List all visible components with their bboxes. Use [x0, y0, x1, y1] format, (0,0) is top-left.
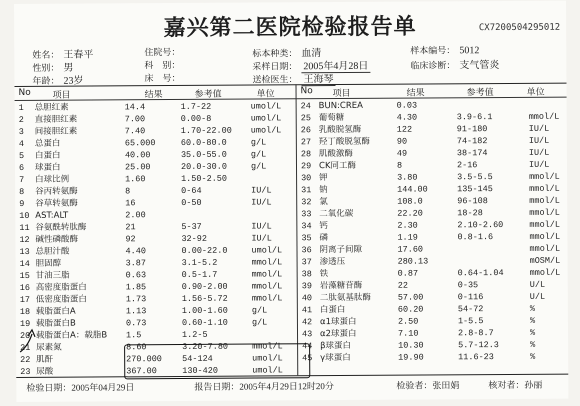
diagnosis-label: 临床诊断： — [410, 61, 456, 72]
cell-ref: 0-35 — [457, 280, 479, 291]
cell-no: 42 — [301, 317, 313, 328]
cell-item: 铁 — [319, 269, 329, 280]
cell-ref: 0-64 — [181, 185, 202, 196]
report-title: 嘉兴第二医院检验报告单 — [163, 13, 417, 42]
cell-unit: % — [530, 351, 536, 362]
cell-unit: mOSM/L — [529, 255, 561, 266]
cell-ref: 91-180 — [456, 124, 488, 135]
cell-item: 高密度脂蛋白 — [35, 282, 87, 293]
cell-item: 阴离子间隙 — [319, 244, 363, 256]
cell-item: 载脂蛋白B — [35, 318, 76, 329]
cell-item: β球蛋白 — [320, 340, 352, 352]
cell-item: 尿酸 — [36, 366, 54, 377]
cell-ref: 2-16 — [456, 160, 478, 171]
bed-field — [144, 71, 184, 84]
cell-no: 11 — [19, 222, 30, 233]
admission-label: 住院号： — [144, 47, 181, 59]
cell-ref: 0-50 — [181, 197, 202, 208]
cell-ref: 0.00-8 — [180, 113, 212, 124]
cell-ref: 96-108 — [457, 196, 488, 207]
cell-result: 280.13 — [397, 256, 429, 267]
name-value: 王春平 — [63, 49, 94, 61]
cell-item: 低密度脂蛋白 — [35, 294, 87, 305]
cell-item: BUN:CREA — [318, 100, 363, 112]
cell-ref: 54-72 — [457, 304, 484, 315]
tester-value: 张田娟 — [432, 380, 460, 391]
cell-result: 40.00 — [124, 150, 151, 161]
cell-result: 3.87 — [125, 258, 147, 269]
handwritten-highlight-box — [124, 343, 313, 379]
cell-unit: umol/L — [252, 365, 283, 376]
cell-ref: 0.64-1.04 — [457, 268, 504, 279]
cell-result: 21 — [125, 222, 136, 233]
cell-unit: mmol/L — [529, 195, 560, 206]
cell-no: 39 — [301, 281, 312, 292]
cell-result: 25.00 — [124, 162, 151, 173]
cell-unit: mmol/L — [529, 171, 560, 182]
col-unit-left: 单位 — [256, 89, 275, 100]
test-date-value: 2005年04月29日 — [71, 382, 135, 393]
cell-item: 肌酸激酶 — [318, 148, 353, 160]
cell-ref: 0.60-1.10 — [181, 317, 228, 328]
test-date-label: 检验日期： — [26, 383, 72, 394]
cell-item: 直接胆红素 — [34, 114, 78, 125]
cell-unit: mmol/L — [251, 293, 283, 304]
cell-no: 18 — [19, 306, 31, 317]
cell-ref: 3.1-5.2 — [181, 257, 218, 268]
cell-result: 65.000 — [124, 138, 156, 149]
cell-ref: 5.7-12.3 — [458, 340, 499, 351]
cell-no: 17 — [19, 294, 31, 305]
collect-date-label: 采样日期： — [252, 62, 298, 73]
handwritten-arrow-icon — [14, 322, 54, 358]
cell-ref: 32-92 — [181, 233, 207, 244]
cell-item: AST:ALT — [35, 210, 69, 221]
cell-item: 胆固醇 — [35, 258, 62, 269]
cell-item: 岩藻糖苷酶 — [319, 280, 363, 292]
cell-ref: 5-37 — [181, 221, 202, 232]
bed-label: 床 号： — [144, 73, 181, 85]
report-date-label: 报告日期： — [194, 382, 240, 393]
cell-item: 尿素氮 — [36, 342, 62, 353]
cell-item: 氯 — [319, 197, 328, 208]
cell-no: 36 — [301, 245, 312, 256]
cell-no: 7 — [19, 174, 25, 185]
checker-label: 核对者： — [488, 380, 525, 392]
col-ref-left: 参考值 — [194, 89, 222, 100]
dept-label: 科 别： — [144, 60, 181, 72]
cell-ref: 18-28 — [457, 208, 483, 219]
cell-no: 35 — [301, 233, 312, 244]
cell-ref: 0.5-1.7 — [181, 269, 218, 280]
cell-unit: mmol/L — [529, 267, 561, 278]
cell-ref: 38-174 — [456, 148, 488, 159]
cell-no: 32 — [301, 197, 312, 208]
cell-ref: 1-5.5 — [457, 316, 484, 327]
cell-result: 2.50 — [397, 316, 419, 327]
cell-result: 90 — [396, 136, 408, 147]
cell-unit: umol/L — [250, 101, 282, 112]
cell-no: 22 — [20, 354, 31, 365]
cell-no: 16 — [19, 282, 30, 293]
specimen-type-label: 标本种类： — [252, 49, 298, 60]
cell-unit: g/L — [250, 149, 267, 160]
cell-no: 40 — [301, 293, 313, 304]
cell-result: 1.19 — [397, 232, 418, 243]
cell-no: 13 — [19, 246, 30, 257]
cell-result: 1.73 — [125, 294, 147, 305]
col-item-left: 项目 — [52, 90, 71, 101]
cell-ref: 135-145 — [457, 184, 493, 195]
cell-ref: 0.90-2.00 — [181, 281, 228, 292]
cell-unit: mmol/L — [528, 111, 560, 122]
report-date-value: 2005年4月29日12时20分 — [239, 381, 334, 392]
cell-result: 8.60 — [126, 342, 147, 353]
age-field — [32, 72, 83, 87]
cell-item: 白蛋白 — [34, 150, 61, 161]
name-label: 姓名： — [32, 50, 60, 61]
cell-unit: mmol/L — [251, 269, 283, 280]
cell-no: 41 — [301, 305, 313, 316]
cell-unit: g/L — [251, 305, 268, 316]
sex-value: 男 — [63, 62, 74, 74]
tester-label: 检验者： — [396, 381, 433, 392]
cell-unit: umol/L — [250, 113, 282, 124]
cell-ref: 1.50-2.50 — [181, 173, 228, 184]
cell-item: CK同工酶 — [318, 160, 357, 172]
cell-result: 122 — [396, 124, 413, 135]
cell-item: 碱性磷酸酶 — [35, 234, 78, 245]
cell-result: 0.03 — [396, 100, 418, 111]
cell-no: 43 — [301, 329, 313, 340]
cell-ref: 11.6-23 — [458, 352, 494, 363]
cell-no: 9 — [19, 198, 25, 209]
cell-result: 8 — [396, 160, 403, 171]
specimen-no-field — [410, 43, 479, 56]
cell-unit: IU/L — [251, 185, 272, 196]
cell-result: 1.5 — [125, 330, 142, 341]
cell-unit: mmol/L — [529, 219, 560, 230]
cell-no: 27 — [300, 137, 312, 148]
diagnosis-value: 支气管炎 — [459, 60, 500, 72]
cell-item: 球蛋白 — [34, 162, 61, 173]
cell-item: α2球蛋白 — [319, 328, 357, 340]
cell-no: 8 — [19, 186, 25, 197]
cell-no: 26 — [300, 125, 312, 136]
cell-unit: g/L — [250, 161, 267, 172]
cell-no: 37 — [301, 257, 312, 268]
cell-result: 7.40 — [124, 126, 146, 137]
col-unit-right: 单位 — [526, 87, 545, 98]
cell-no: 28 — [300, 149, 312, 160]
cell-result: 3.80 — [397, 172, 418, 183]
cell-item: 谷丙转氨酶 — [35, 186, 78, 197]
col-ref-right: 参考值 — [466, 88, 494, 99]
cell-result: 14.4 — [124, 102, 146, 113]
cell-ref: 1.56-5.72 — [181, 293, 228, 304]
cell-ref: 3.5-5.5 — [457, 172, 493, 183]
cell-no: 2 — [18, 114, 24, 125]
cell-no: 33 — [301, 209, 312, 220]
cell-item: 二氧化碳 — [319, 208, 354, 220]
cell-no: 25 — [300, 113, 311, 124]
cell-no: 24 — [300, 101, 311, 112]
cell-ref: 74-182 — [456, 136, 488, 147]
cell-item: 钾 — [319, 173, 328, 184]
cell-no: 20 — [19, 330, 31, 341]
cell-item: 载脂蛋白A：载脂B — [35, 330, 108, 341]
cell-result: 49 — [396, 148, 408, 159]
cell-item: 羟丁酸脱氢酶 — [318, 136, 370, 148]
cell-unit: mmol/L — [529, 183, 560, 194]
cell-ref: 1.00-1.60 — [181, 305, 228, 316]
cell-item: α1球蛋白 — [319, 316, 357, 328]
cell-unit: % — [529, 327, 536, 338]
cell-no: 23 — [20, 366, 31, 377]
cell-result: 60.20 — [397, 304, 424, 315]
cell-unit: mmol/L — [251, 257, 283, 268]
cell-item: 总胆汁酸 — [35, 246, 70, 257]
admission-field — [144, 45, 184, 58]
cell-ref: 130-420 — [182, 365, 218, 376]
cell-item: 总胆红素 — [34, 102, 69, 113]
cell-unit: g/L — [251, 317, 268, 328]
cell-unit: mmol/L — [252, 341, 283, 352]
cell-result: 0.63 — [125, 270, 147, 281]
cell-item: 谷草转氨酶 — [35, 198, 78, 209]
cell-result: 0.73 — [125, 318, 147, 329]
cell-result: 270.000 — [126, 354, 162, 365]
cell-unit: % — [530, 339, 536, 350]
cell-no: 15 — [19, 270, 30, 281]
cell-ref: 3.9-6.1 — [456, 112, 493, 123]
cell-no: 19 — [19, 318, 31, 329]
cell-ref: 35.0-55.0 — [180, 149, 227, 160]
cell-unit: % — [529, 315, 536, 326]
cell-result: 108.0 — [397, 196, 423, 207]
cell-result: 7.10 — [397, 328, 419, 339]
cell-result: 92 — [125, 234, 136, 245]
cell-result: 1.13 — [125, 306, 147, 317]
specimen-no-label: 样本编号： — [410, 46, 456, 57]
cell-result: 144.00 — [397, 184, 428, 195]
cell-no: 21 — [20, 342, 31, 353]
dept-field — [144, 58, 184, 71]
cell-unit: mmol/L — [251, 281, 283, 292]
cell-item: 渗透压 — [319, 256, 346, 268]
cell-result: 1.60 — [125, 174, 146, 185]
cell-no: 4 — [18, 138, 24, 149]
cell-ref: 2.8-8.7 — [457, 328, 494, 339]
cell-no: 12 — [19, 234, 30, 245]
cell-unit: mmol/L — [529, 207, 560, 218]
collect-date-value: 2005年4月28日 — [301, 61, 370, 73]
cell-ref: 1.70-22.00 — [180, 125, 232, 136]
cell-no: 34 — [301, 221, 312, 232]
cell-result: 1.85 — [125, 282, 147, 293]
cell-unit: umol/L — [252, 353, 283, 364]
col-no-left: No — [18, 87, 31, 98]
cell-item: 肌酐 — [36, 354, 54, 365]
cell-unit: U/L — [529, 291, 546, 302]
col-result-right: 结果 — [406, 88, 425, 99]
cell-no: 1 — [18, 102, 24, 113]
cell-result: 22.20 — [397, 208, 423, 219]
cell-item: γ球蛋白 — [320, 352, 351, 364]
cell-item: 钙 — [319, 221, 328, 232]
cell-no: 31 — [301, 185, 312, 196]
cell-unit: U/L — [529, 279, 546, 290]
cell-item: 白蛋白 — [319, 304, 346, 316]
cell-unit: umol/L — [250, 125, 282, 136]
cell-no: 14 — [19, 258, 30, 269]
checker-value: 孙丽 — [524, 379, 543, 390]
cell-ref: 1.2-5 — [181, 329, 208, 340]
cell-unit: IU/L — [251, 221, 272, 232]
cell-ref: 1.7-22 — [180, 101, 212, 112]
cell-item: 乳酸脱氢酶 — [318, 124, 362, 136]
cell-result: 10.30 — [398, 340, 424, 351]
cell-no: 44 — [302, 341, 313, 352]
cell-unit: % — [529, 303, 536, 314]
cell-item: 白球比例 — [35, 174, 70, 185]
col-no-right: No — [300, 86, 313, 97]
age-value: 23岁 — [63, 75, 84, 87]
doctor-value: 王海琴 — [301, 74, 335, 86]
cell-unit: IU/L — [251, 233, 272, 244]
cell-unit: umol/L — [251, 245, 283, 256]
report-code: CX7200504295012 — [478, 22, 561, 34]
cell-result: 4.30 — [396, 112, 418, 123]
cell-item: 间接胆红素 — [34, 126, 78, 137]
sex-label: 性别： — [32, 63, 60, 74]
cell-item: 甘油三脂 — [35, 270, 70, 281]
cell-unit: g/L — [250, 137, 267, 148]
cell-no: 30 — [301, 173, 312, 184]
cell-result: 16 — [125, 198, 136, 209]
cell-item: 钠 — [319, 185, 328, 196]
cell-result: 2.30 — [397, 220, 418, 231]
diagnosis-field — [410, 56, 499, 72]
checker-field — [488, 378, 542, 391]
specimen-type-value: 血清 — [301, 48, 322, 60]
cell-unit: IU/L — [528, 135, 550, 146]
cell-item: 载脂蛋白A — [35, 306, 76, 317]
report-date-field — [194, 379, 334, 393]
cell-ref: 20.0-30.0 — [180, 161, 227, 172]
cell-item: 总蛋白 — [34, 138, 61, 149]
cell-ref: 0.00-22.0 — [181, 245, 228, 256]
cell-unit: IU/L — [528, 159, 550, 170]
cell-ref: 54-124 — [182, 353, 213, 364]
cell-item: 葡萄糖 — [318, 112, 345, 124]
cell-item: 谷氨酰转肽酶 — [35, 222, 87, 233]
cell-ref: 0.8-1.6 — [457, 232, 494, 243]
cell-no: 45 — [302, 353, 313, 364]
col-result-left: 结果 — [144, 90, 163, 101]
test-date-field — [26, 380, 134, 394]
cell-no: 10 — [19, 210, 30, 221]
cell-unit: mmol/L — [529, 243, 561, 254]
cell-result: 0.87 — [397, 268, 419, 279]
cell-ref: 2.10-2.60 — [457, 220, 504, 231]
cell-no: 29 — [300, 161, 312, 172]
cell-no: 38 — [301, 269, 312, 280]
cell-result: 17.60 — [397, 244, 424, 255]
cell-unit: IU/L — [528, 147, 550, 158]
doctor-label: 送检医生： — [252, 75, 298, 86]
cell-result: 367.00 — [126, 366, 157, 377]
lab-report-sheet — [14, 1, 568, 402]
cell-item: 磷 — [319, 233, 328, 244]
cell-unit: mmol/L — [529, 231, 561, 242]
cell-no: 6 — [18, 162, 25, 173]
cell-result: 2.00 — [125, 210, 146, 221]
cell-ref: 0-116 — [457, 292, 484, 303]
cell-unit: IU/L — [251, 197, 272, 208]
col-item-right: 项目 — [332, 88, 351, 100]
cell-result: 4.40 — [125, 246, 146, 257]
cell-unit: IU/L — [528, 123, 550, 134]
cell-result: 19.90 — [398, 352, 424, 363]
age-label: 年龄： — [32, 76, 60, 87]
cell-result: 8 — [125, 186, 131, 197]
cell-no: 5 — [18, 150, 25, 161]
cell-result: 7.00 — [124, 114, 146, 125]
cell-result: 22 — [397, 280, 408, 291]
cell-ref: 3.20-7.80 — [182, 341, 229, 352]
cell-item: 二肽氨基肽酶 — [319, 292, 371, 304]
specimen-no-value: 5012 — [459, 45, 480, 57]
cell-no: 3 — [18, 126, 24, 137]
cell-ref: 60.0-80.0 — [180, 137, 227, 148]
tester-field — [396, 378, 459, 391]
cell-result: 57.00 — [397, 292, 424, 303]
